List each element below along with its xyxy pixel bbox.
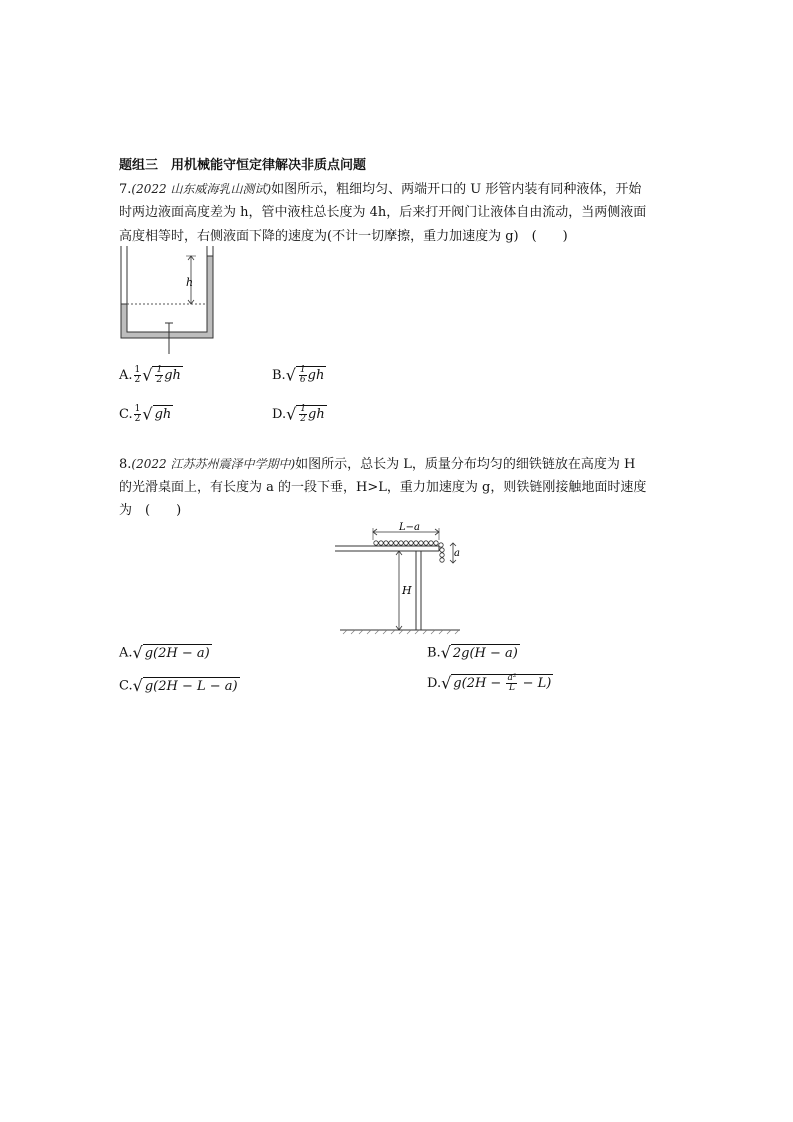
q7-line3: 高度相等时，右侧液面下降的速度为(不计一切摩擦，重力加速度为 g) ( ) xyxy=(119,229,568,244)
q7-option-a[interactable]: A. $\frac{1}{2}$ √ $\frac{1}{2}$ gh xyxy=(119,365,181,385)
la-label: L−a xyxy=(399,522,420,533)
q7-option-b[interactable]: B.√ $\frac{1}{6}$ gh xyxy=(272,365,325,385)
q8-line2: 的光滑桌面上，有长度为 a 的一段下垂，H>L，重力加速度为 g，则铁链刚接触地面时速度 xyxy=(119,480,647,495)
tube-inner-wall xyxy=(127,246,207,332)
q8-line3: 为 ( ) xyxy=(119,503,182,518)
u-tube-figure xyxy=(118,246,218,356)
q8-option-d[interactable]: D.√ g(2H − $\frac{\text{a²}}{L}$ − L) xyxy=(427,673,552,693)
liquid-fill xyxy=(121,256,213,338)
q8-option-b[interactable]: B.√ 2g(H − a) xyxy=(427,643,518,662)
q7-line1 xyxy=(119,181,641,198)
q7-source: (2022 山东威海乳山测试) xyxy=(131,182,272,196)
q8-option-a[interactable]: A.√ g(2H − a) xyxy=(119,643,210,662)
q7-option-d[interactable]: D.√ $\frac{1}{2}$ gh xyxy=(272,404,325,424)
tube-outer-wall xyxy=(121,246,213,338)
chain-table-figure xyxy=(335,520,465,638)
q8-line1 xyxy=(119,456,635,473)
q8-text1: 如图所示，总长为 L，质量分布均匀的细铁链放在高度为 H xyxy=(295,457,636,472)
q8-source: (2022 江苏苏州震泽中学期中) xyxy=(131,457,296,471)
q7-line2: 时两边液面高度差为 h，管中液柱总长度为 4h，后来打开阀门让液体自由流动，当两侧液面 xyxy=(119,205,647,220)
q8-option-c[interactable]: C.√ g(2H − L − a) xyxy=(119,676,238,695)
a-label: a xyxy=(454,548,460,559)
q7-text1: 如图所示，粗细均匀、两端开口的 U 形管内装有同种液体，开始 xyxy=(271,182,642,197)
H-label: H xyxy=(402,584,412,597)
q7-option-c[interactable]: C. $\frac{1}{2}$ √ gh xyxy=(119,404,172,424)
q7-number: 7. xyxy=(119,182,132,197)
q8-number: 8. xyxy=(119,457,132,472)
h-label: h xyxy=(186,276,194,289)
section-heading: 题组三 用机械能守恒定律解决非质点问题 xyxy=(119,158,367,173)
